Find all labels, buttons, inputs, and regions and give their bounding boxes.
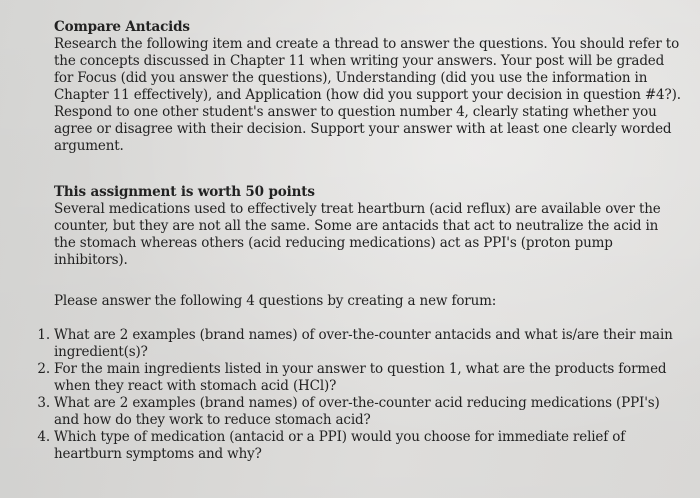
question-text: Which type of medication (antacid or a PPI) would you choose for immediate relief of heartburn symptoms and why? (54, 429, 626, 462)
question-text: What are 2 examples (brand names) of over-the-counter acid reducing medications (PPI's) and how do they work to reduce stomach acid? (54, 395, 660, 428)
question-number: 3. (37, 395, 50, 411)
points-heading: This assignment is worth 50 points (54, 184, 315, 200)
question-number: 2. (37, 361, 50, 377)
question-item (24, 361, 684, 395)
question-text: For the main ingredients listed in your answer to question 1, what are the products formed when they react with stomach acid (HCl)? (54, 361, 667, 394)
question-item (24, 395, 684, 429)
instructions-text: Research the following item and create a thread to answer the questions. You should refer to the concepts discussed in Chapter 11 when writing your answers. Your post will be graded for Focus (did you answer the questions), Understanding (did you use the information in Chapter 11 effectively), and Application (how did you support your decision in question #4?). Respond to one other student's answer to question number 4, clearly stating whether you agree or disagree with their decision. Support your answer with at least one clearly worded argument. (54, 36, 681, 154)
questions-prompt: Please answer the following 4 questions by creating a new forum: (54, 293, 497, 309)
question-number: 1. (37, 327, 50, 343)
question-item (24, 429, 684, 463)
questions-list (24, 327, 684, 463)
assignment-description: Several medications used to effectively treat heartburn (acid reflux) are available over the counter, but they are not all the same. Some are antacids that act to neutralize the acid in the stomach whereas others (acid reducing medications) act as PPI's (proton pump inhibitors). (54, 201, 661, 268)
question-number: 4. (37, 429, 50, 445)
assignment-section (54, 184, 684, 269)
instructions-section (54, 19, 684, 155)
section-title: Compare Antacids (54, 19, 190, 35)
question-text: What are 2 examples (brand names) of over-the-counter antacids and what is/are their main ingredient(s)? (54, 327, 673, 360)
question-item (24, 327, 684, 361)
